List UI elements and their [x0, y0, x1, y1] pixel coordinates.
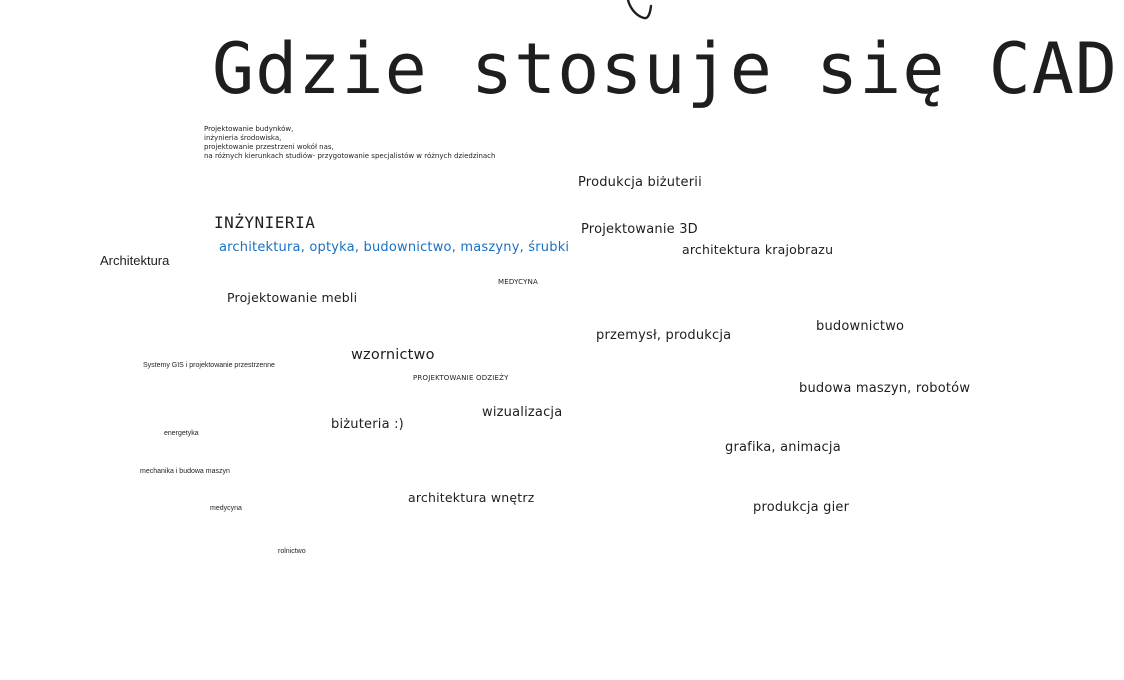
description-line: projektowanie przestrzeni wokół nas, [204, 143, 334, 151]
note-systemy-gis[interactable]: Systemy GIS i projektowanie przestrzenne [143, 362, 275, 369]
note-inzynieria-list[interactable]: architektura, optyka, budownictwo, maszyny, śrubki [219, 240, 570, 255]
description-line: inżynieria środowiska, [204, 134, 282, 142]
note-rolnictwo[interactable]: rolnictwo [278, 548, 306, 555]
note-medycyna-caps[interactable]: MEDYCYNA [498, 278, 539, 286]
note-architektura[interactable]: Architektura [100, 253, 170, 268]
note-projektowanie-mebli[interactable]: Projektowanie mebli [227, 290, 358, 305]
note-projektowanie-3d[interactable]: Projektowanie 3D [581, 222, 698, 237]
scribble-drawing[interactable] [620, 0, 660, 24]
note-produkcja-gier[interactable]: produkcja gier [753, 500, 850, 515]
note-medycyna[interactable]: medycyna [210, 505, 242, 512]
description-text[interactable] [204, 125, 495, 161]
note-wzornictwo[interactable]: wzornictwo [351, 347, 435, 363]
note-przemysl-produkcja[interactable]: przemysł, produkcja [596, 328, 732, 343]
note-inzynieria[interactable]: INŻYNIERIA [214, 213, 316, 232]
note-architektura-wnetrz[interactable]: architektura wnętrz [408, 490, 535, 505]
note-budowa-maszyn-robotow[interactable]: budowa maszyn, robotów [799, 381, 971, 396]
note-budownictwo[interactable]: budownictwo [816, 319, 905, 334]
description-line: Projektowanie budynków, [204, 125, 294, 133]
note-wizualizacja[interactable]: wizualizacja [482, 405, 563, 420]
note-energetyka[interactable]: energetyka [164, 430, 199, 437]
note-produkcja-bizuterii[interactable]: Produkcja biżuterii [578, 175, 702, 190]
board-title[interactable]: Gdzie stosuje się CAD [212, 28, 1119, 110]
note-grafika-animacja[interactable]: grafika, animacja [725, 440, 841, 455]
note-projektowanie-odziezy[interactable]: PROJEKTOWANIE ODZIEŻY [413, 374, 509, 382]
note-bizuteria[interactable]: biżuteria :) [331, 417, 404, 432]
note-mechanika[interactable]: mechanika i budowa maszyn [140, 468, 230, 475]
description-line: na różnych kierunkach studiów- przygotowanie specjalistów w różnych dziedzinach [204, 152, 496, 160]
note-architektura-krajobrazu[interactable]: architektura krajobrazu [682, 242, 834, 257]
